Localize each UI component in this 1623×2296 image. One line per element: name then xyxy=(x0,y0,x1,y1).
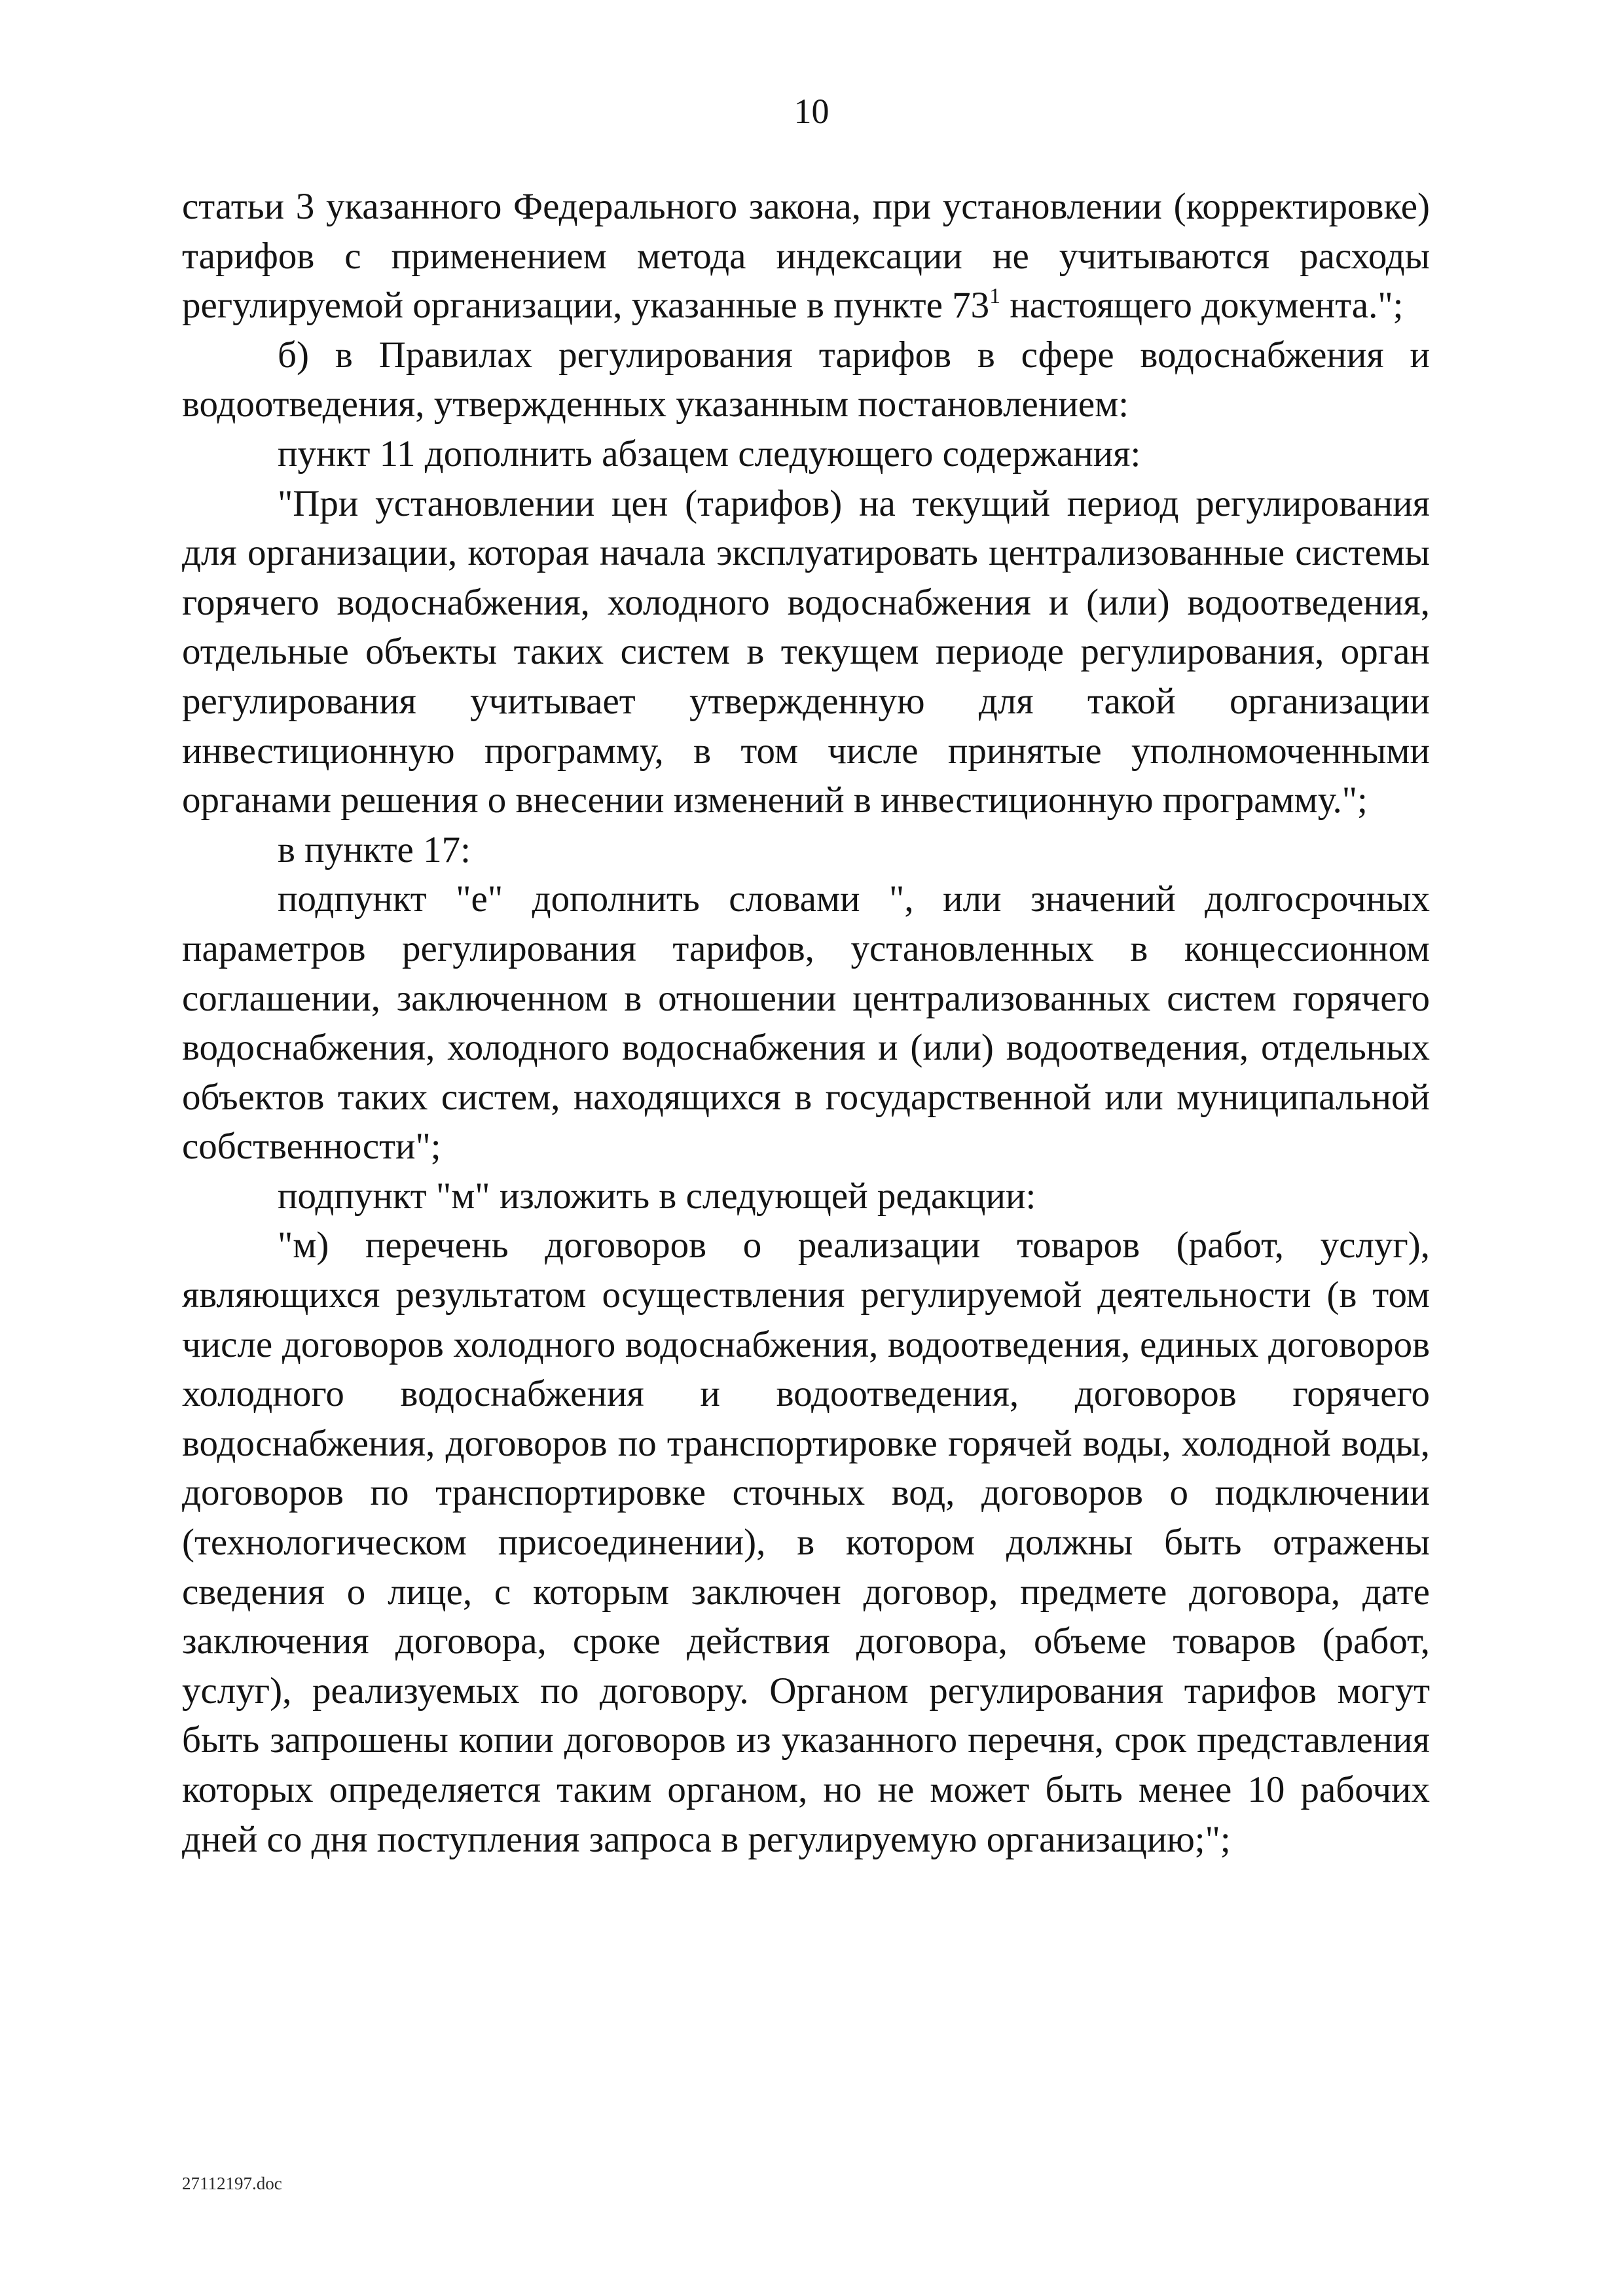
footer-document-code: 27112197.doc xyxy=(182,2174,282,2193)
paragraph-4: "При установлении цен (тарифов) на текущий период регулирования для организации, которая начала эксплуатировать централизованные системы горячего водоснабжения, холодного водоснабжения и (или) водоотведения, отдельные объекты таких систем в текущем периоде регулирования, орган регулирования учитывает утвержденную для такой организации инвестиционную программу, в том числе принятые уполномоченными органами решения о внесении изменений в инвестиционную программу."; xyxy=(182,482,1430,821)
page-number: 10 xyxy=(793,92,830,131)
paragraph-3: пункт 11 дополнить абзацем следующего содержания: xyxy=(278,433,1141,475)
paragraph-8: "м) перечень договоров о реализации товаров (работ, услуг), являющихся результатом осуществления регулируемой деятельности (в том числе договоров холодного водоснабжения, водоотведения, единых договоров холодного водоснабжения и водоотведения, договоров горячего водоснабжения, договоров по транспортировке горячей воды, холодной воды, договоров по транспортировке сточных вод, договоров о подключении (технологическом присоединении), в котором должны быть отражены сведения о лице, с которым заключен договор, предмете договора, дате заключения договора, сроке действия договора, объеме товаров (работ, услуг), реализуемых по договору. Органом регулирования тарифов могут быть запрошены копии договоров из указанного перечня, срок представления которых определяется таким органом, но не может быть менее 10 рабочих дней со дня поступления запроса в регулируемую организацию;"; xyxy=(182,1225,1430,1860)
footnote-superscript: 1 xyxy=(989,284,1001,309)
paragraph-1-text: статьи 3 указанного Федерального закона, при установлении (корректировке) тарифов с применением метода индексации не учитываются расходы регулируемой организации, указанные в пункте 73 xyxy=(182,186,1430,327)
paragraph-5: в пункте 17: xyxy=(278,829,471,870)
paragraph-7: подпункт "м" изложить в следующей редакции: xyxy=(278,1175,1036,1217)
paragraph-1 xyxy=(182,182,1430,331)
paragraph-2: б) в Правилах регулирования тарифов в сфере водоснабжения и водоотведения, утвержденных указанным постановлением: xyxy=(182,334,1430,425)
document-body xyxy=(182,182,1430,1864)
paragraph-1-tail: настоящего документа."; xyxy=(1000,285,1404,327)
paragraph-6: подпункт "е" дополнить словами ", или значений долгосрочных параметров регулирования тарифов, установленных в концессионном соглашении, заключенном в отношении централизованных систем горячего водоснабжения, холодного водоснабжения и (или) водоотведения, отдельных объектов таких систем, находящихся в государственной или муниципальной собственности"; xyxy=(182,878,1430,1168)
